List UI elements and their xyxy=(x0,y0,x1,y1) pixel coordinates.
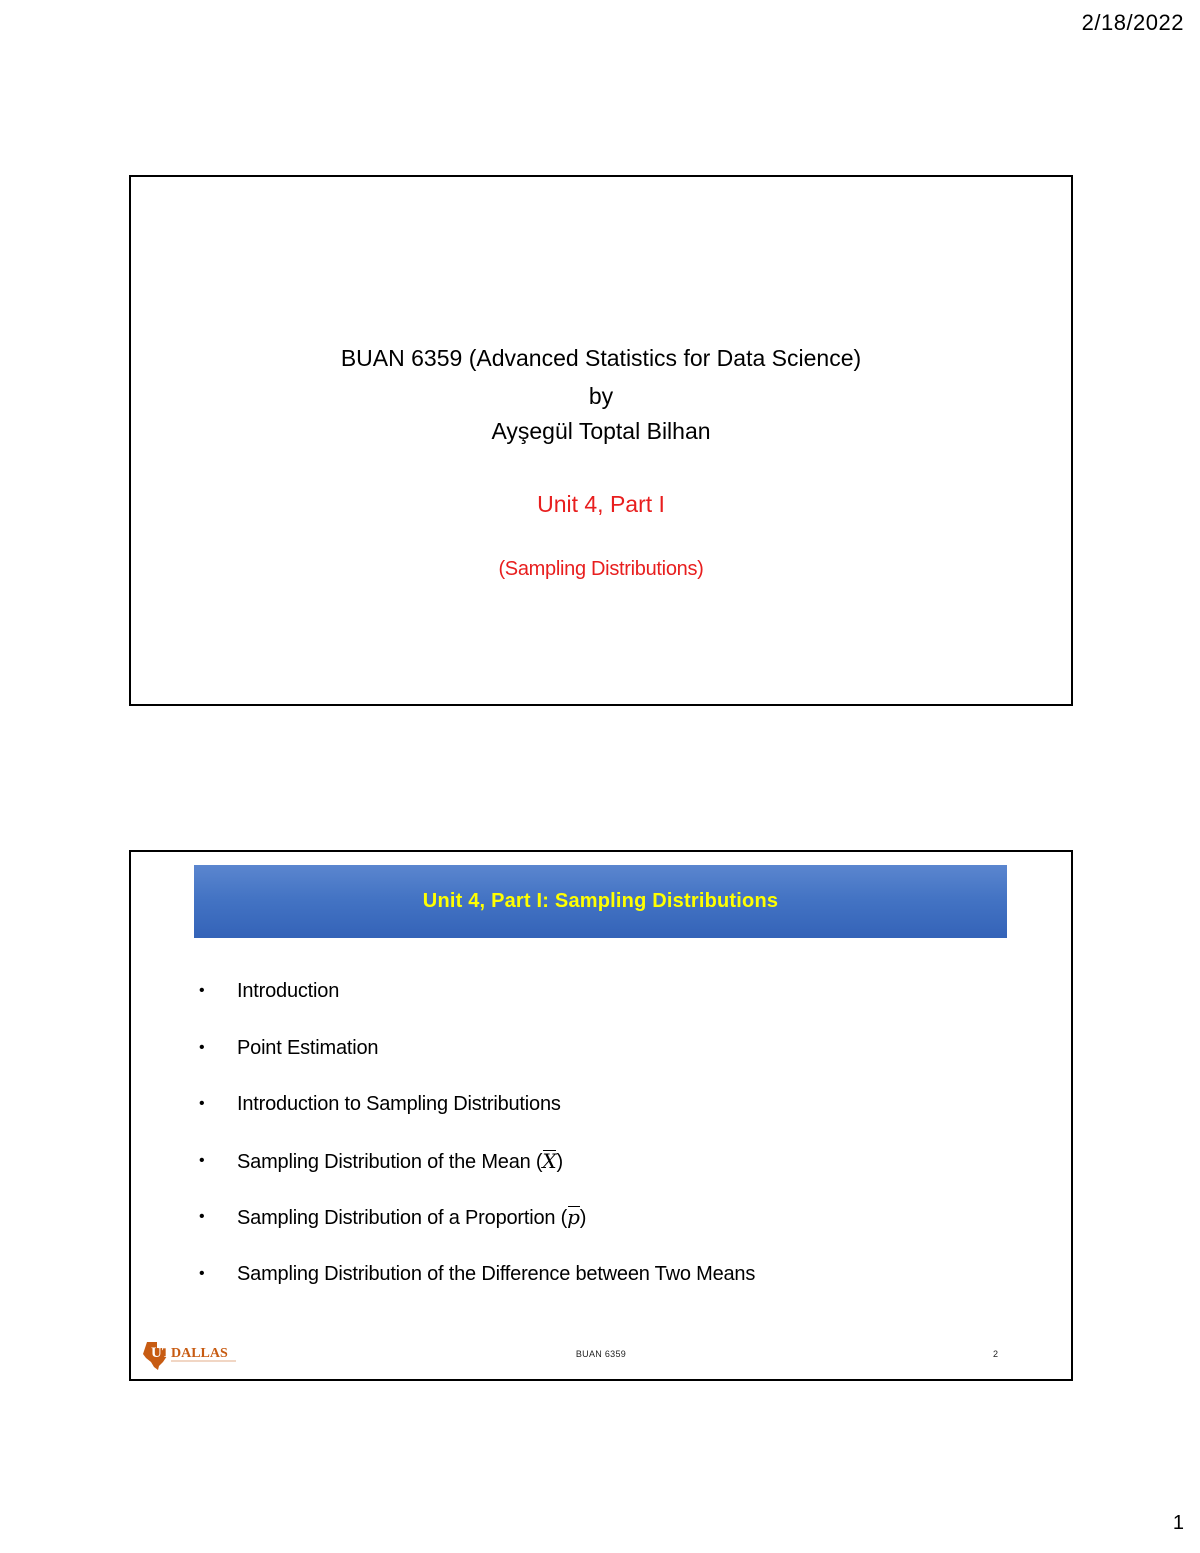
page-date: 2/18/2022 xyxy=(1081,10,1184,35)
author-name: Ayşegül Toptal Bilhan xyxy=(491,418,711,444)
outline-slide xyxy=(129,850,1073,1381)
proportion-symbol: p xyxy=(567,1205,580,1229)
outline-list xyxy=(199,978,755,1317)
title-slide xyxy=(129,175,1073,706)
page-number: 1 xyxy=(1172,1512,1184,1534)
svg-text:DALLAS: DALLAS xyxy=(171,1346,228,1361)
banner-title: Unit 4, Part I: Sampling Distributions xyxy=(422,890,779,912)
bullet-icon: • xyxy=(199,1264,205,1282)
list-item xyxy=(199,978,755,1035)
bullet-icon: • xyxy=(199,1095,205,1112)
list-item-text: Introduction to Sampling Distributions xyxy=(237,1093,561,1115)
list-item-text: Introduction xyxy=(237,980,340,1002)
bullet-icon: • xyxy=(199,982,205,999)
list-item xyxy=(199,1091,755,1148)
slide-number: 2 xyxy=(993,1349,999,1359)
course-title: BUAN 6359 (Advanced Statistics for Data Science) xyxy=(340,345,862,371)
list-item-text: Point Estimation xyxy=(237,1036,379,1059)
list-item: • Sampling Distribution of the Mean (X) xyxy=(199,1148,563,1173)
list-item: • Sampling Distribution of a Proportion (p) xyxy=(199,1205,587,1229)
unit-title: Unit 4, Part I xyxy=(537,491,665,517)
list-item-text: Sampling Distribution of a Proportion xyxy=(237,1207,556,1229)
bullet-icon: • xyxy=(199,1151,205,1169)
list-item xyxy=(199,1261,755,1318)
list-item-text: Sampling Distribution of the Difference between Two Means xyxy=(237,1262,756,1285)
mean-symbol: X xyxy=(542,1148,557,1173)
bullet-icon: • xyxy=(199,1208,205,1225)
slide-banner xyxy=(194,865,1007,938)
list-item-text: Sampling Distribution of the Mean xyxy=(237,1150,531,1173)
bullet-icon: • xyxy=(199,1038,205,1056)
slide-footer-course: BUAN 6359 xyxy=(575,1349,627,1359)
by-label: by xyxy=(588,383,614,409)
svg-text:UT: UT xyxy=(151,1345,172,1361)
unit-subtitle: (Sampling Distributions) xyxy=(498,558,704,580)
list-item xyxy=(199,1035,755,1092)
